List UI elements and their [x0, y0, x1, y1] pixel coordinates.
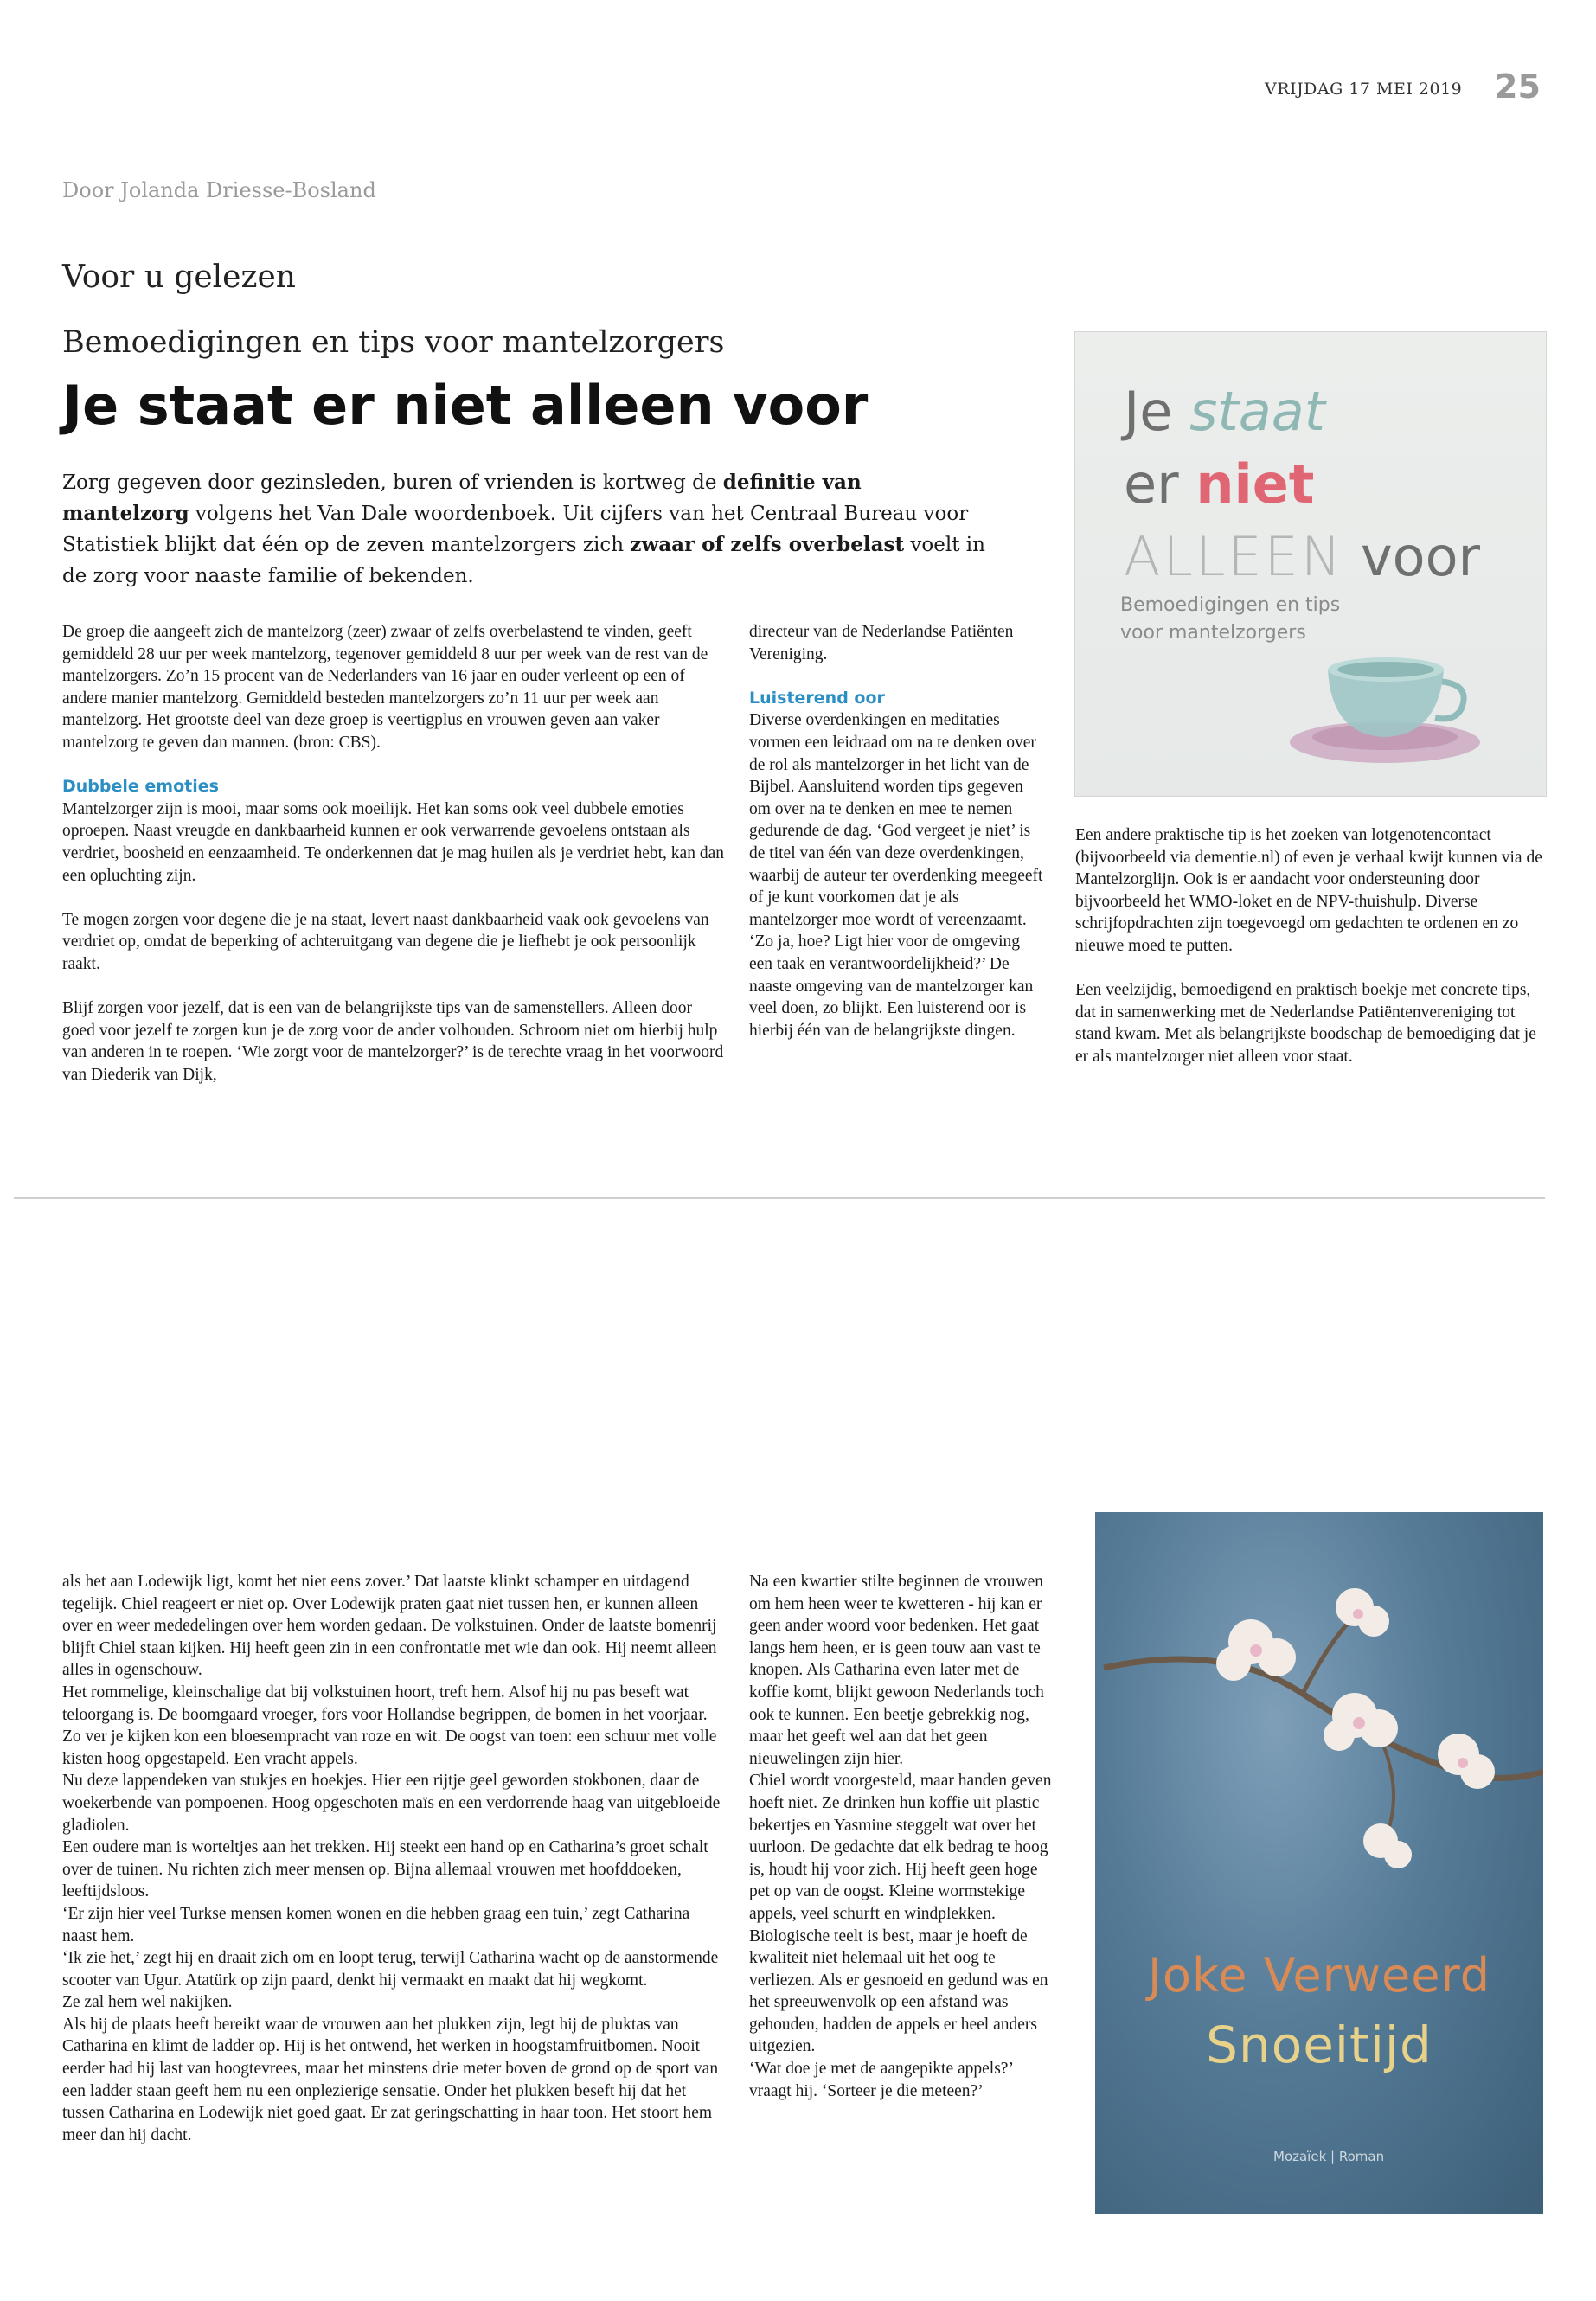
- lead-text: voelt in de zorg voor naaste familie of bekenden.: [62, 534, 985, 587]
- paragraph: directeur van de Nederlandse Patiënten Vereniging.: [749, 623, 1014, 663]
- article-lead: [62, 467, 988, 592]
- section-kicker: Voor u gelezen: [62, 260, 296, 295]
- cover-word: staat: [1189, 380, 1326, 443]
- paragraph: Het rommelige, kleinschalige dat bij volkstuinen hoort, treft hem. Alsof hij nu pas beseft wat teloorgang is. De boomgaard vroeger, fors voor Hollandse begrippen, de bomen in het voorjaar. Zo ver je kijken kon een bloesempracht van roze en wit. De oogst van toen: een schuur met volle kisten hoog opgestapeld. Een vracht appels.: [62, 1682, 717, 1768]
- cover-sub-line: voor mantelzorgers: [1120, 622, 1306, 644]
- article-subtitle: Bemoedigingen en tips voor mantelzorgers: [62, 325, 725, 360]
- cover-word: Je: [1124, 380, 1190, 443]
- cover-word: voor: [1343, 525, 1480, 588]
- lead-bold: definitie van mantelzorg: [62, 471, 862, 525]
- paragraph: Blijf zorgen voor jezelf, dat is een van de belangrijkste tips van de samenstellers. Alleen door goed voor jezelf te zorgen kun je de zorg voor de ander volhouden. Schroom niet om hierbij hulp van anderen in te roepen. ‘Wie zorgt voor de mantelzorger?’ is de terechte vraag in het voorwoord van Diederik van Dijk,: [62, 999, 724, 1084]
- paragraph: Chiel wordt voorgesteld, maar handen geven hoeft niet. Ze drinken hun koffie uit plastic bekertjes en Yasmine steggelt wat over het uurloon. De gedachte dat elk bedrag te hoog is, houdt hij voor zich. Hij heeft geen hoge pet op van de oogst. Kleine wormstekige appels, veel schurft en windplekken.: [749, 1772, 1052, 1923]
- cover-sub-line: Bemoedigingen en tips: [1120, 594, 1341, 616]
- article-column-1: [62, 621, 728, 1108]
- article-column-2: [749, 621, 1047, 1064]
- serial-column-1: [62, 1571, 727, 2146]
- section-divider: [14, 1197, 1545, 1199]
- paragraph: als het aan Lodewijk ligt, komt het niet eens zover.’ Dat laatste klinkt schamper en uitdagend tegelijk. Chiel reageert er niet op. Over Lodewijk praten gaat niet tussen hen, er kunnen alleen over en weer mededelingen over hem worden gedaan. De volkstuinen. Onder de laatste bomenrij blijft Chiel staan kijken. Hij heeft geen zin in een confrontatie met wie dan ook. Hij neemt alleen alles in ogenschouw.: [62, 1573, 717, 1680]
- paragraph: Diverse overdenkingen en meditaties vormen een leidraad om na te denken over de rol als mantelzorger in het licht van de Bijbel. Aansluitend worden tips gegeven om over na te denken en mee te nemen gedurende de dag. ‘God vergeet je niet’ is de titel van één van deze overdenkingen, waarbij de auteur ter overdenking meegeeft of je kunt voorkomen dat je als mantelzorger moe wordt of vereenzaamt. ‘Zo ja, hoe? Ligt hier voor de omgeving een taak en verantwoordelijkheid?’ De naaste omgeving van de mantelzorger kan veel doen, zo blijkt. Een luisterend oor is hierbij één van de belangrijkste dingen.: [749, 711, 1043, 1040]
- byline: Door Jolanda Driesse-Bosland: [62, 178, 376, 202]
- paragraph: Na een kwartier stilte beginnen de vrouwen om hem heen weer te kwetteren - hij kan er geen ander woord voor bedenken. Het gaat langs hem heen, er is geen touw aan vast te knopen. Als Catharina even later met de koffie komt, blijkt gewoon Nederlands toch ook te kunnen. Een beetje gebrekkig nog, maar het geeft wel aan dat het geen nieuwelingen zijn hier.: [749, 1573, 1044, 1768]
- teacup-illustration: [1075, 332, 1548, 798]
- lead-text: volgens het Van Dale woordenboek. Uit cijfers van het Centraal Bureau voor Statistiek blijkt dat één op de zeven mantelzorgers zich: [62, 503, 969, 556]
- page-number: 25: [1495, 67, 1541, 106]
- paragraph: ‘Ik zie het,’ zegt hij en draait zich om en loopt terug, terwijl Catharina wacht op de aanstormende scooter van Ugur. Atatürk op zijn paard, denkt hij vermaakt en maakt dat hij wegkomt.: [62, 1949, 719, 1990]
- paragraph: Ze zal hem wel nakijken.: [62, 1993, 233, 2012]
- paragraph: ‘Er zijn hier veel Turkse mensen komen wonen en die hebben graag een tuin,’ zegt Catharina naast hem.: [62, 1904, 690, 1945]
- book-title: Snoeitijd: [1206, 2016, 1433, 2074]
- book-author: Joke Verweerd: [1147, 1948, 1490, 2003]
- lead-bold: zwaar of zelfs overbelast: [630, 533, 905, 556]
- paragraph: ‘Wat doe je met de aangepikte appels?’ vraagt hij. ‘Sorteer je die meteen?’: [749, 2060, 1013, 2100]
- cover-word: ALLEEN: [1124, 525, 1344, 588]
- lead-text: Zorg gegeven door gezinsleden, buren of vrienden is kortweg de: [62, 471, 723, 494]
- paragraph: Een andere praktische tip is het zoeken van lotgenotencontact (bijvoorbeeld via dementie.nl) of even je verhaal kwijt kunnen via de Mantelzorglijn. Ook is er aandacht voor ondersteuning door bijvoorbeeld het WMO-loket en de NPV-thuishulp. Diverse schrijfopdrachten zijn toegevoegd om gedachten te ordenen en zo nieuwe moed te putten.: [1075, 826, 1542, 955]
- book-cover-snoeitijd: [1095, 1512, 1543, 2214]
- book-cover-mantelzorg: [1074, 331, 1547, 797]
- paragraph: Als hij de plaats heeft bereikt waar de vrouwen aan het plukken zijn, legt hij de pluktas van Catharina en klimt de ladder op. Hij is het ontwend, het werken in hoogstamfruitbomen. Nooit eerder had hij last van hoogtevrees, maar het minstens drie meter boven de grond op de sport van een ladder staan geeft hem nu een onplezierige sensatie. Onder het plukken beseft hij dat het tussen Catharina en Lodewijk niet goed gaat. Er zat geringschatting in haar toon. Het stoort hem meer dan hij dacht.: [62, 2015, 719, 2144]
- subheading: Dubbele emoties: [62, 777, 219, 797]
- blossom-branch-illustration: [1095, 1512, 1543, 2214]
- paragraph: Mantelzorger zijn is mooi, maar soms ook moeilijk. Het kan soms ook veel dubbele emoties oproepen. Naast vreugde en dankbaarheid kunnen er ook verwarrende gevoelens ontstaan als verdriet, boosheid en eenzaamheid. Te onderkennen dat je mag huilen als je verdriet hebt, kan dan een opluchting zijn.: [62, 799, 724, 885]
- cover-word: er: [1124, 452, 1196, 516]
- paragraph: Biologische teelt is best, maar je hoeft de kwaliteit niet helemaal uit het oog te verliezen. Als er gesnoeid en gedund was en het spreeuwenvolk op een afstand was gehouden, hadden de appels er heel anders uitgezien.: [749, 1926, 1048, 2056]
- book-publisher: Mozaïek | Roman: [1273, 2149, 1385, 2164]
- paragraph: Te mogen zorgen voor degene die je na staat, levert naast dankbaarheid vaak ook gevoelens van verdriet op, omdat de beperking of achteruitgang van degene die je liefhebt je ook persoonlijk raakt.: [62, 910, 709, 973]
- paragraph: Nu deze lappendeken van stukjes en hoekjes. Hier een rijtje geel geworden stokbonen, daar de woekerbende van pompoenen. Hoog opgeschoten maïs en een verdorrende haag van uitgebloeide gladiolen.: [62, 1772, 721, 1835]
- paragraph: De groep die aangeeft zich de mantelzorg (zeer) zwaar of zelfs overbelastend te vinden, geeft gemiddeld 28 uur per week mantelzorg, tegenover gemiddeld 8 uur per week van de rest van de mantelzorgers. Zo’n 15 procent van de Nederlanders van 16 jaar en ouder verleent op een of andere manier mantelzorg. Gemiddeld besteden mantelzorgers zo’n 11 uur per week aan mantelzorg. Het grootste deel van deze groep is veertigplus en vrouwen geven aan vaker mantelzorg te geven dan mannen. (bron: CBS).: [62, 623, 708, 752]
- paragraph: Een oudere man is worteltjes aan het trekken. Hij steekt een hand op en Catharina’s groet schalt over de tuinen. Nu richten zich meer mensen op. Bijna allemaal vrouwen met hoofddoeken, leeftijdsloos.: [62, 1838, 708, 1901]
- issue-date: VRIJDAG 17 MEI 2019: [1265, 80, 1463, 99]
- article-headline: Je staat er niet alleen voor: [62, 374, 869, 437]
- serial-column-2: [749, 1571, 1052, 2102]
- article-column-3: [1075, 824, 1542, 1090]
- paragraph: Een veelzijdig, bemoedigend en praktisch boekje met concrete tips, dat in samenwerking met de Nederlandse Patiëntenvereniging tot stand kwam. Met als belangrijkste boodschap de bemoediging dat je er als mantelzorger niet alleen voor staat.: [1075, 981, 1536, 1066]
- subheading: Luisterend oor: [749, 688, 885, 708]
- cover-word: niet: [1195, 452, 1315, 516]
